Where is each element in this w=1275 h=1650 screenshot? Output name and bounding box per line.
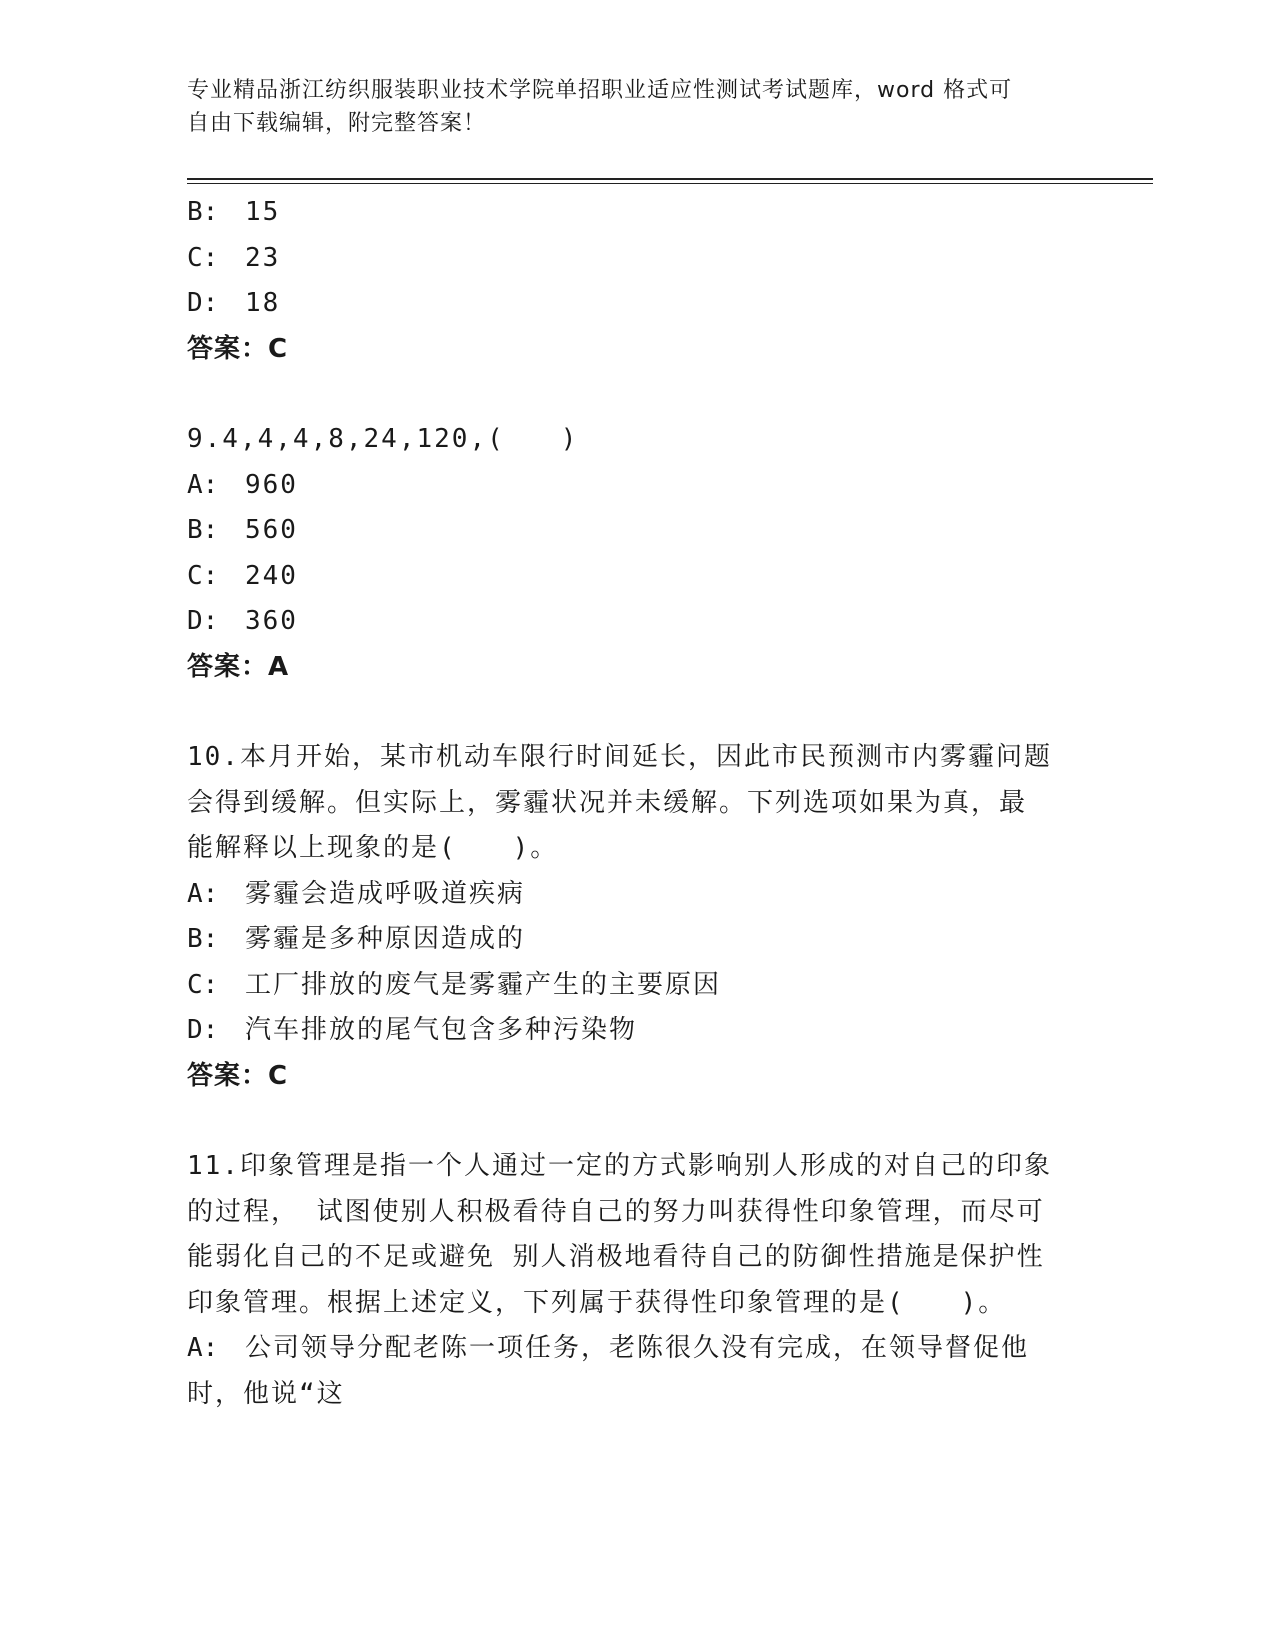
question-11 bbox=[187, 1144, 1077, 1417]
question-stem-line: 能弱化自己的不足或避免 别人消极地看待自己的防御性措施是保护性 bbox=[187, 1242, 1045, 1272]
option-text: 560 bbox=[245, 515, 298, 545]
option-c bbox=[187, 236, 1077, 282]
option-key: C: bbox=[187, 969, 219, 1000]
option-text: 公司领导分配老陈一项任务，老陈很久没有完成，在领导督促他 bbox=[245, 1333, 1030, 1363]
option-d bbox=[187, 281, 1077, 327]
spacer bbox=[187, 690, 1077, 735]
option-a bbox=[187, 872, 1077, 918]
question-stem-line: 11.印象管理是指一个人通过一定的方式影响别人形成的对自己的印象 bbox=[187, 1151, 1052, 1181]
header-rule-thick bbox=[187, 178, 1153, 180]
question-8 bbox=[187, 190, 1077, 372]
option-a bbox=[187, 1326, 1077, 1372]
option-text: 23 bbox=[245, 242, 281, 273]
option-b bbox=[187, 917, 1077, 963]
header-rule-thin bbox=[187, 183, 1153, 184]
option-key: C: bbox=[187, 560, 219, 591]
header-line-2: 自由下载编辑，附完整答案！ bbox=[187, 111, 487, 136]
question-9 bbox=[187, 417, 1077, 690]
option-c bbox=[187, 554, 1077, 600]
option-key: A: bbox=[187, 1333, 219, 1363]
option-text: 960 bbox=[245, 469, 298, 500]
option-key: A: bbox=[187, 878, 219, 909]
option-text: 汽车排放的尾气包含多种污染物 bbox=[245, 1015, 638, 1045]
spacer bbox=[187, 372, 1077, 417]
option-key: C: bbox=[187, 242, 219, 273]
option-a bbox=[187, 463, 1077, 509]
option-text: 240 bbox=[245, 560, 298, 591]
option-b bbox=[187, 508, 1077, 554]
question-10 bbox=[187, 735, 1077, 1099]
spacer bbox=[187, 1099, 1077, 1144]
option-key: B: bbox=[187, 515, 219, 545]
option-b bbox=[187, 190, 1077, 236]
option-text-continued: 时，他说“这 bbox=[187, 1378, 345, 1409]
option-text: 15 bbox=[245, 197, 281, 227]
question-stem-line: 印象管理。根据上述定义，下列属于获得性印象管理的是( )。 bbox=[187, 1287, 1007, 1318]
question-stem-line: 能解释以上现象的是( )。 bbox=[187, 833, 559, 863]
header-line-1: 专业精品浙江纺织服装职业技术学院单招职业适应性测试考试题库，word 格式可 bbox=[187, 78, 1013, 103]
option-d bbox=[187, 1008, 1077, 1054]
option-key: D: bbox=[187, 288, 219, 318]
option-text: 雾霾会造成呼吸道疾病 bbox=[245, 878, 526, 909]
option-key: B: bbox=[187, 197, 219, 227]
option-text: 360 bbox=[245, 606, 298, 636]
option-key: B: bbox=[187, 924, 219, 954]
document-header bbox=[187, 74, 1067, 140]
answer-line: 答案：C bbox=[187, 333, 289, 364]
answer-line: 答案：A bbox=[187, 651, 290, 682]
option-d bbox=[187, 599, 1077, 645]
option-c bbox=[187, 963, 1077, 1009]
option-text: 18 bbox=[245, 288, 281, 318]
option-key: A: bbox=[187, 469, 219, 500]
option-text: 工厂排放的废气是雾霾产生的主要原因 bbox=[245, 969, 722, 1000]
answer-line: 答案：C bbox=[187, 1060, 289, 1091]
option-key: D: bbox=[187, 1015, 219, 1045]
question-content bbox=[187, 190, 1077, 1417]
question-stem-line: 10.本月开始，某市机动车限行时间延长，因此市民预测市内雾霾问题 bbox=[187, 742, 1052, 772]
question-stem: 9.4,4,4,8,24,120,( ) bbox=[187, 424, 579, 454]
option-key: D: bbox=[187, 606, 219, 636]
question-stem-line: 会得到缓解。但实际上，雾霾状况并未缓解。下列选项如果为真，最 bbox=[187, 787, 1028, 818]
option-text: 雾霾是多种原因造成的 bbox=[245, 924, 526, 954]
question-stem-line: 的过程， 试图使别人积极看待自己的努力叫获得性印象管理，而尽可 bbox=[187, 1196, 1045, 1227]
